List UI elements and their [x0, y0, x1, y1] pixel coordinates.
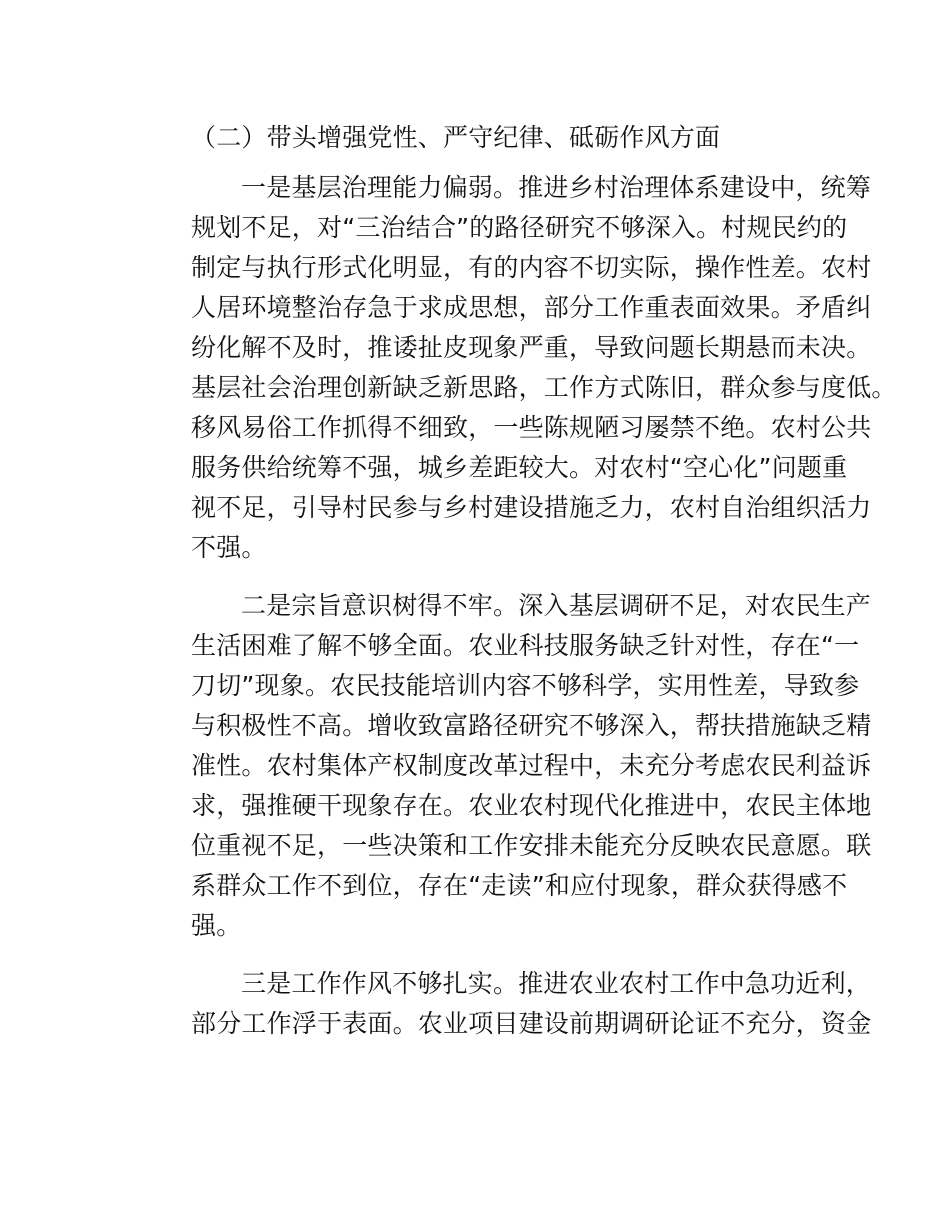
text-line: 人居环境整治存急于求成思想，部分工作重表面效果。矛盾纠 — [191, 293, 872, 322]
text-line: 三是工作作风不够扎实。推进农业农村工作中急功近利， — [241, 969, 872, 998]
text-line: 位重视不足，一些决策和工作安排未能充分反映农民意愿。联 — [191, 831, 872, 860]
text-line: 生活困难了解不够全面。农业科技服务缺乏针对性，存在“一 — [191, 631, 860, 660]
text-line: 不强。 — [191, 533, 267, 562]
text-line: 制定与执行形式化明显，有的内容不切实际，操作性差。农村 — [191, 253, 872, 282]
text-line: 视不足，引导村民参与乡村建设措施乏力，农村自治组织活力 — [191, 493, 872, 522]
text-line: 基层社会治理创新缺乏新思路，工作方式陈旧，群众参与度低。 — [191, 373, 897, 402]
text-line: 准性。农村集体产权制度改革过程中，未充分考虑农民利益诉 — [191, 751, 872, 780]
text-line: 强。 — [191, 911, 242, 940]
text-line: 服务供给统筹不强，城乡差距较大。对农村“空心化”问题重 — [191, 453, 848, 482]
paragraph-1 — [141, 168, 897, 568]
text-line: 刀切”现象。农民技能培训内容不够科学，实用性差，导致参 — [191, 671, 860, 700]
text-line: 与积极性不高。增收致富路径研究不够深入，帮扶措施缺乏精 — [191, 711, 872, 740]
text-line: 部分工作浮于表面。农业项目建设前期调研论证不充分，资金 — [191, 1009, 872, 1038]
text-line: 二是宗旨意识树得不牢。深入基层调研不足，对农民生产 — [241, 591, 872, 620]
document-body — [141, 118, 897, 1044]
text-line: 规划不足，对“三治结合”的路径研究不够深入。村规民约的 — [191, 213, 848, 242]
paragraph-2 — [141, 586, 872, 946]
section-heading: （二）带头增强党性、严守纪律、砥砺作风方面 — [191, 123, 721, 152]
text-line: 系群众工作不到位，存在“走读”和应付现象，群众获得感不 — [191, 871, 848, 900]
paragraph-3 — [141, 964, 872, 1044]
text-line: 移风易俗工作抓得不细致，一些陈规陋习屡禁不绝。农村公共 — [191, 413, 872, 442]
text-line: 纷化解不及时，推诿扯皮现象严重，导致问题长期悬而未决。 — [191, 333, 872, 362]
text-line: 求，强推硬干现象存在。农业农村现代化推进中，农民主体地 — [191, 791, 872, 820]
text-line: 一是基层治理能力偏弱。推进乡村治理体系建设中，统筹 — [241, 173, 872, 202]
